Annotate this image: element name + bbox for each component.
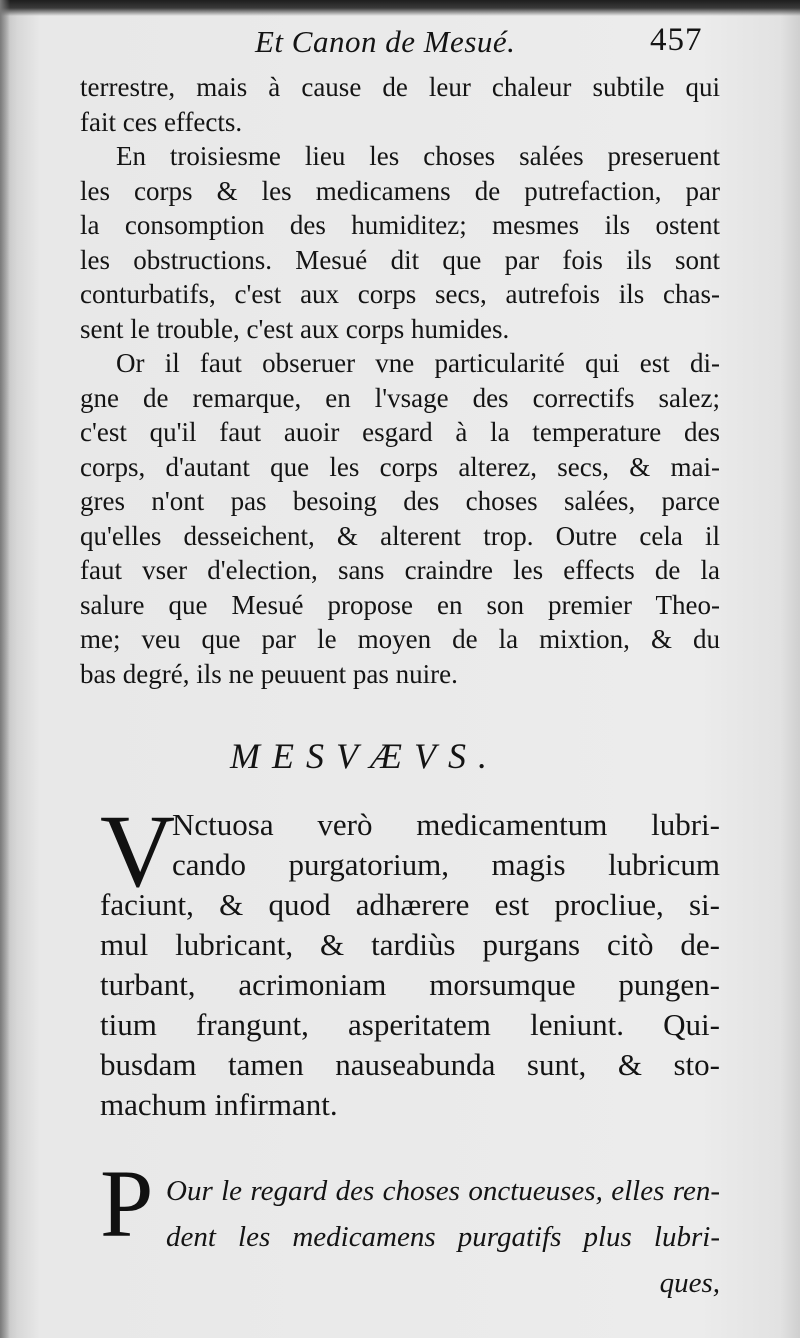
drop-cap-p: P [100,1150,154,1257]
text-line: la consomption des humiditez; mesmes ils ostent [80,210,720,240]
text-line: me; veu que par le moyen de la mixtion, & du [80,624,720,654]
text-line: salure que Mesué propose en son premier Theo- [80,589,720,620]
latin-canon-text [100,805,720,1125]
text-line: sent le trouble, c'est aux corps humides. [80,313,510,344]
page-top-shadow [0,0,800,16]
text-line: conturbatifs, c'est aux corps secs, autrefois ils chas- [80,279,720,309]
page-header [0,20,800,70]
text-line: faciunt, & quod adhærere est procliue, si- [100,887,720,922]
page-gutter-shadow [0,0,10,1338]
text-line: les corps & les medicamens de putrefaction, par [80,175,720,206]
text-line: c'est qu'il faut auoir esgard à la temperature des [80,417,720,447]
text-line: qu'elles desseichent, & alterent trop. Outre cela il [80,520,720,551]
text-line: cando purgatorium, magis lubricum [172,847,720,882]
running-head: Et Canon de Mesué. [255,24,516,59]
french-commentary [80,70,720,691]
text-line: faut vser d'election, sans craindre les effects de la [80,555,720,585]
text-line: les obstructions. Mesué dit que par fois ils sont [80,244,720,275]
french-commentary-2 [100,1168,720,1306]
text-line: busdam tamen nauseabunda sunt, & sto- [100,1047,720,1082]
text-line: corps, d'autant que les corps alterez, secs, & mai- [80,451,720,482]
text-line: Or il faut obseruer vne particularité qui est di- [116,348,720,378]
text-line: machum infirmant. [100,1087,338,1122]
text-line: gres n'ont pas besoing des choses salées, parce [80,486,720,516]
text-line: Our le regard des choses onctueuses, elles ren- [166,1175,720,1207]
catchword: ques, [659,1267,720,1299]
text-line: fait ces effects. [80,106,243,137]
text-line: tium frangunt, asperitatem leniunt. Qui- [100,1007,720,1042]
text-line: gne de remarque, en l'vsage des correctifs salez; [80,382,720,413]
section-heading: MESVÆVS. [230,736,499,776]
page-number: 457 [650,22,703,58]
text-line: Nctuosa verò medicamentum lubri- [172,807,720,842]
text-line: terrestre, mais à cause de leur chaleur subtile qui [80,72,720,102]
text-line: bas degré, ils ne peuuent pas nuire. [80,658,458,689]
text-line: dent les medicamens purgatifs plus lubri- [166,1221,720,1253]
text-line: turbant, acrimoniam morsumque pungen- [100,967,720,1002]
drop-cap-v: V [100,794,176,909]
text-line: En troisiesme lieu les choses salées preseruent [116,141,720,171]
text-line: mul lubricant, & tardiùs purgans citò de- [100,927,720,962]
